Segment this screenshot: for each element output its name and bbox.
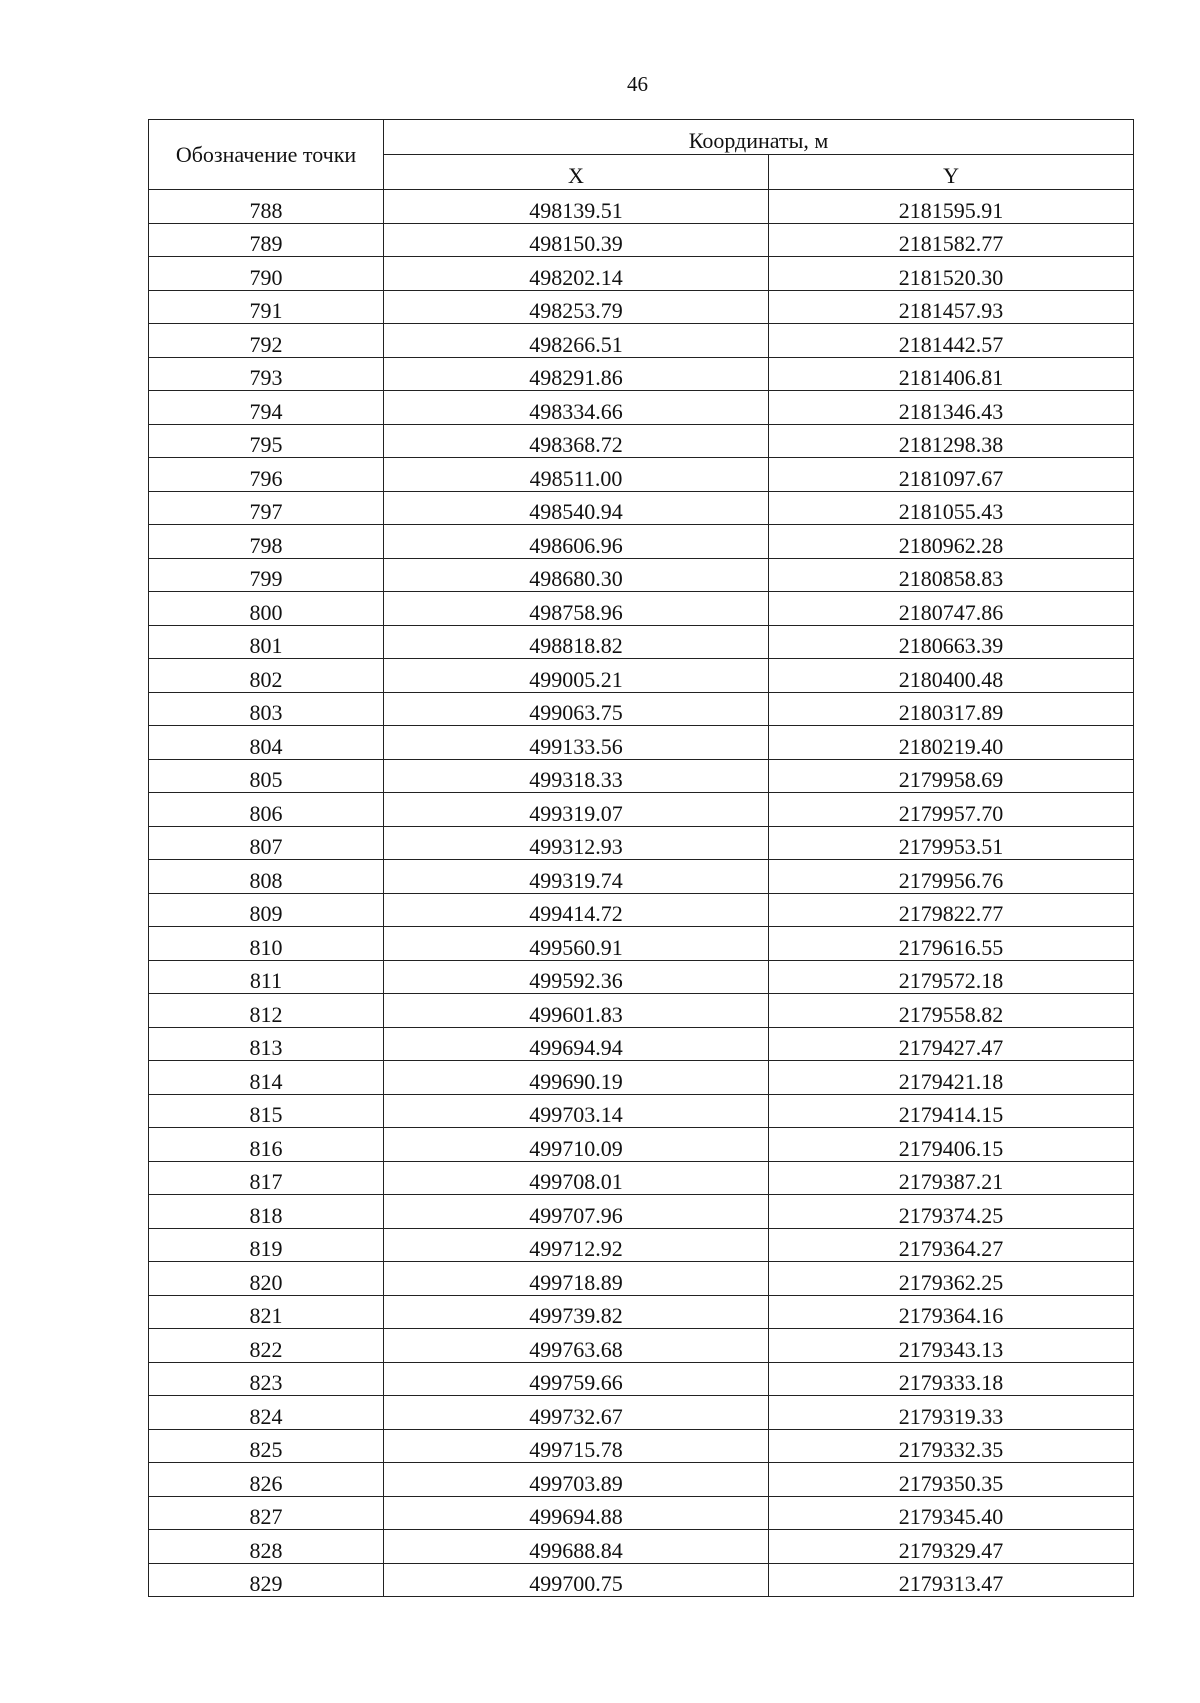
table-row — [149, 525, 1134, 559]
point-cell: 825 — [149, 1429, 384, 1463]
header-y: Y — [769, 155, 1134, 190]
point-cell: 822 — [149, 1329, 384, 1363]
y-coordinate-cell: 2179822.77 — [769, 893, 1134, 927]
y-coordinate-cell: 2180219.40 — [769, 726, 1134, 760]
table-row — [149, 793, 1134, 827]
y-coordinate-cell: 2179958.69 — [769, 759, 1134, 793]
x-coordinate-cell: 499703.14 — [384, 1094, 769, 1128]
y-coordinate-cell: 2179319.33 — [769, 1396, 1134, 1430]
y-coordinate-cell: 2179364.27 — [769, 1228, 1134, 1262]
point-cell: 796 — [149, 458, 384, 492]
table-row — [149, 726, 1134, 760]
point-cell: 798 — [149, 525, 384, 559]
table-row — [149, 1094, 1134, 1128]
x-coordinate-cell: 499560.91 — [384, 927, 769, 961]
table-row — [149, 491, 1134, 525]
point-cell: 827 — [149, 1496, 384, 1530]
x-coordinate-cell: 499739.82 — [384, 1295, 769, 1329]
x-coordinate-cell: 498680.30 — [384, 558, 769, 592]
x-coordinate-cell: 498540.94 — [384, 491, 769, 525]
y-coordinate-cell: 2180858.83 — [769, 558, 1134, 592]
table-row — [149, 424, 1134, 458]
y-coordinate-cell: 2180317.89 — [769, 692, 1134, 726]
point-cell: 790 — [149, 257, 384, 291]
y-coordinate-cell: 2181582.77 — [769, 223, 1134, 257]
point-cell: 829 — [149, 1563, 384, 1597]
y-coordinate-cell: 2179406.15 — [769, 1128, 1134, 1162]
table-row — [149, 1429, 1134, 1463]
table-row — [149, 1396, 1134, 1430]
x-coordinate-cell: 499732.67 — [384, 1396, 769, 1430]
x-coordinate-cell: 498511.00 — [384, 458, 769, 492]
point-cell: 791 — [149, 290, 384, 324]
x-coordinate-cell: 499694.88 — [384, 1496, 769, 1530]
point-cell: 807 — [149, 826, 384, 860]
x-coordinate-cell: 498818.82 — [384, 625, 769, 659]
x-coordinate-cell: 499690.19 — [384, 1061, 769, 1095]
y-coordinate-cell: 2179421.18 — [769, 1061, 1134, 1095]
y-coordinate-cell: 2179374.25 — [769, 1195, 1134, 1229]
point-cell: 823 — [149, 1362, 384, 1396]
x-coordinate-cell: 499715.78 — [384, 1429, 769, 1463]
y-coordinate-cell: 2179329.47 — [769, 1530, 1134, 1564]
table-row — [149, 190, 1134, 224]
table-header — [149, 120, 1134, 190]
table-row — [149, 1228, 1134, 1262]
x-coordinate-cell: 498266.51 — [384, 324, 769, 358]
header-x: X — [384, 155, 769, 190]
x-coordinate-cell: 499688.84 — [384, 1530, 769, 1564]
x-coordinate-cell: 499601.83 — [384, 994, 769, 1028]
table-row — [149, 960, 1134, 994]
table-body — [149, 190, 1134, 1597]
table-row — [149, 826, 1134, 860]
y-coordinate-cell: 2179572.18 — [769, 960, 1134, 994]
y-coordinate-cell: 2181406.81 — [769, 357, 1134, 391]
point-cell: 816 — [149, 1128, 384, 1162]
x-coordinate-cell: 499703.89 — [384, 1463, 769, 1497]
point-cell: 805 — [149, 759, 384, 793]
table-row — [149, 558, 1134, 592]
y-coordinate-cell: 2179345.40 — [769, 1496, 1134, 1530]
table-row — [149, 994, 1134, 1028]
table-row — [149, 1463, 1134, 1497]
point-cell: 828 — [149, 1530, 384, 1564]
y-coordinate-cell: 2179427.47 — [769, 1027, 1134, 1061]
x-coordinate-cell: 499319.74 — [384, 860, 769, 894]
table-row — [149, 391, 1134, 425]
table-row — [149, 1496, 1134, 1530]
table-row — [149, 257, 1134, 291]
table-row — [149, 1195, 1134, 1229]
x-coordinate-cell: 499712.92 — [384, 1228, 769, 1262]
x-coordinate-cell: 499005.21 — [384, 659, 769, 693]
table-row — [149, 860, 1134, 894]
x-coordinate-cell: 498368.72 — [384, 424, 769, 458]
y-coordinate-cell: 2179953.51 — [769, 826, 1134, 860]
coordinates-table — [148, 119, 1134, 1597]
x-coordinate-cell: 498334.66 — [384, 391, 769, 425]
point-cell: 806 — [149, 793, 384, 827]
table-row — [149, 290, 1134, 324]
point-cell: 804 — [149, 726, 384, 760]
x-coordinate-cell: 498291.86 — [384, 357, 769, 391]
x-coordinate-cell: 499710.09 — [384, 1128, 769, 1162]
point-cell: 801 — [149, 625, 384, 659]
x-coordinate-cell: 499318.33 — [384, 759, 769, 793]
x-coordinate-cell: 498253.79 — [384, 290, 769, 324]
table-row — [149, 357, 1134, 391]
y-coordinate-cell: 2180400.48 — [769, 659, 1134, 693]
y-coordinate-cell: 2181346.43 — [769, 391, 1134, 425]
point-cell: 826 — [149, 1463, 384, 1497]
table-row — [149, 1295, 1134, 1329]
point-cell: 793 — [149, 357, 384, 391]
y-coordinate-cell: 2181457.93 — [769, 290, 1134, 324]
y-coordinate-cell: 2179558.82 — [769, 994, 1134, 1028]
point-cell: 812 — [149, 994, 384, 1028]
y-coordinate-cell: 2179616.55 — [769, 927, 1134, 961]
point-cell: 815 — [149, 1094, 384, 1128]
y-coordinate-cell: 2179364.16 — [769, 1295, 1134, 1329]
y-coordinate-cell: 2180747.86 — [769, 592, 1134, 626]
x-coordinate-cell: 499319.07 — [384, 793, 769, 827]
point-cell: 788 — [149, 190, 384, 224]
y-coordinate-cell: 2181442.57 — [769, 324, 1134, 358]
x-coordinate-cell: 499133.56 — [384, 726, 769, 760]
y-coordinate-cell: 2181298.38 — [769, 424, 1134, 458]
x-coordinate-cell: 499700.75 — [384, 1563, 769, 1597]
y-coordinate-cell: 2180962.28 — [769, 525, 1134, 559]
table-row — [149, 692, 1134, 726]
x-coordinate-cell: 499312.93 — [384, 826, 769, 860]
point-cell: 795 — [149, 424, 384, 458]
y-coordinate-cell: 2179333.18 — [769, 1362, 1134, 1396]
point-cell: 814 — [149, 1061, 384, 1095]
y-coordinate-cell: 2179343.13 — [769, 1329, 1134, 1363]
table-row — [149, 1329, 1134, 1363]
x-coordinate-cell: 499708.01 — [384, 1161, 769, 1195]
table-row — [149, 1061, 1134, 1095]
point-cell: 818 — [149, 1195, 384, 1229]
x-coordinate-cell: 499718.89 — [384, 1262, 769, 1296]
point-cell: 819 — [149, 1228, 384, 1262]
point-cell: 808 — [149, 860, 384, 894]
y-coordinate-cell: 2179414.15 — [769, 1094, 1134, 1128]
point-cell: 821 — [149, 1295, 384, 1329]
x-coordinate-cell: 498202.14 — [384, 257, 769, 291]
point-cell: 813 — [149, 1027, 384, 1061]
table-row — [149, 1563, 1134, 1597]
table-row — [149, 1530, 1134, 1564]
table-row — [149, 927, 1134, 961]
point-cell: 799 — [149, 558, 384, 592]
table-row — [149, 893, 1134, 927]
y-coordinate-cell: 2179956.76 — [769, 860, 1134, 894]
point-cell: 803 — [149, 692, 384, 726]
y-coordinate-cell: 2179957.70 — [769, 793, 1134, 827]
point-cell: 789 — [149, 223, 384, 257]
page-number: 46 — [627, 72, 648, 96]
point-cell: 817 — [149, 1161, 384, 1195]
header-coordinates: Координаты, м — [384, 120, 1134, 155]
x-coordinate-cell: 499759.66 — [384, 1362, 769, 1396]
table-row — [149, 324, 1134, 358]
x-coordinate-cell: 499592.36 — [384, 960, 769, 994]
y-coordinate-cell: 2179362.25 — [769, 1262, 1134, 1296]
table-row — [149, 1161, 1134, 1195]
point-cell: 824 — [149, 1396, 384, 1430]
table-row — [149, 223, 1134, 257]
y-coordinate-cell: 2181595.91 — [769, 190, 1134, 224]
point-cell: 800 — [149, 592, 384, 626]
point-cell: 794 — [149, 391, 384, 425]
x-coordinate-cell: 499063.75 — [384, 692, 769, 726]
x-coordinate-cell: 499763.68 — [384, 1329, 769, 1363]
x-coordinate-cell: 498139.51 — [384, 190, 769, 224]
point-cell: 820 — [149, 1262, 384, 1296]
table-row — [149, 1362, 1134, 1396]
point-cell: 802 — [149, 659, 384, 693]
x-coordinate-cell: 498606.96 — [384, 525, 769, 559]
point-cell: 810 — [149, 927, 384, 961]
y-coordinate-cell: 2179387.21 — [769, 1161, 1134, 1195]
x-coordinate-cell: 499707.96 — [384, 1195, 769, 1229]
x-coordinate-cell: 498758.96 — [384, 592, 769, 626]
table-row — [149, 659, 1134, 693]
y-coordinate-cell: 2181520.30 — [769, 257, 1134, 291]
point-cell: 797 — [149, 491, 384, 525]
point-cell: 792 — [149, 324, 384, 358]
table-row — [149, 458, 1134, 492]
table-row — [149, 1128, 1134, 1162]
table-row — [149, 759, 1134, 793]
table-row — [149, 1027, 1134, 1061]
y-coordinate-cell: 2181055.43 — [769, 491, 1134, 525]
y-coordinate-cell: 2180663.39 — [769, 625, 1134, 659]
y-coordinate-cell: 2179350.35 — [769, 1463, 1134, 1497]
table-row — [149, 625, 1134, 659]
y-coordinate-cell: 2179313.47 — [769, 1563, 1134, 1597]
y-coordinate-cell: 2179332.35 — [769, 1429, 1134, 1463]
y-coordinate-cell: 2181097.67 — [769, 458, 1134, 492]
table-row — [149, 592, 1134, 626]
header-point-designation: Обозначение точки — [149, 120, 384, 190]
x-coordinate-cell: 499694.94 — [384, 1027, 769, 1061]
x-coordinate-cell: 498150.39 — [384, 223, 769, 257]
x-coordinate-cell: 499414.72 — [384, 893, 769, 927]
table-row — [149, 1262, 1134, 1296]
point-cell: 811 — [149, 960, 384, 994]
point-cell: 809 — [149, 893, 384, 927]
